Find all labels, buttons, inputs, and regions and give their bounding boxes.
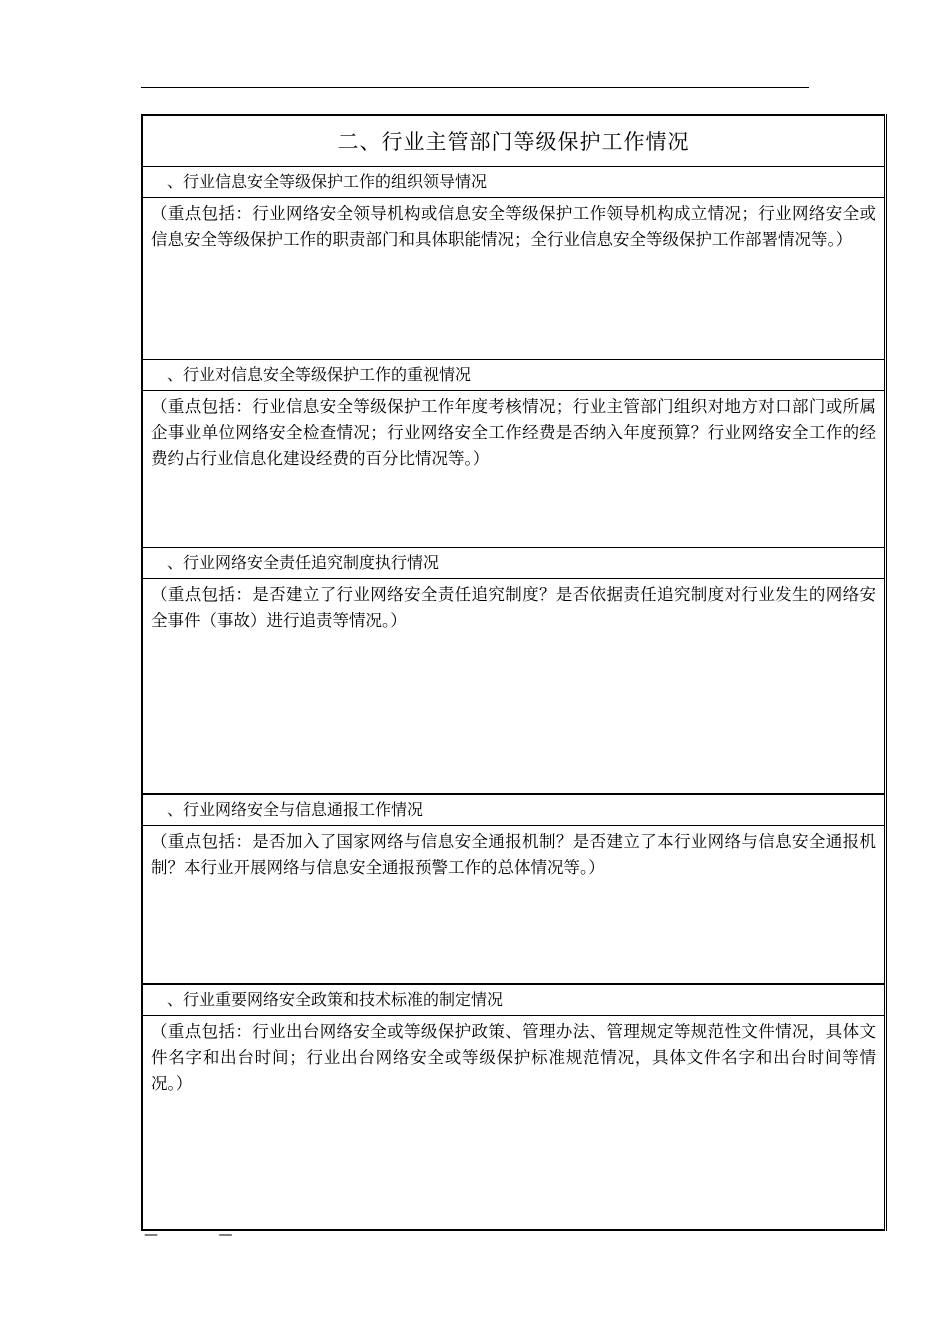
section-heading-notification: 、行业网络安全与信息通报工作情况 bbox=[142, 794, 886, 826]
section-body-notification[interactable]: （重点包括：是否加入了国家网络与信息安全通报机制？是否建立了本行业网络与信息安全通报机制？本行业开展网络与信息安全通报预警工作的总体情况等。） bbox=[142, 826, 886, 985]
section-heading-accountability: 、行业网络安全责任追究制度执行情况 bbox=[142, 548, 886, 579]
section-body-attention[interactable]: （重点包括：行业信息安全等级保护工作年度考核情况；行业主管部门组织对地方对口部门或所属企事业单位网络安全检查情况；行业网络安全工作经费是否纳入年度预算？行业网络安全工作的经费约占行业信息化建设经费的百分比情况等。） bbox=[142, 391, 886, 548]
section-heading-organization: 、行业信息安全等级保护工作的组织领导情况 bbox=[142, 167, 886, 198]
section-body-policy-standards[interactable]: （重点包括：行业出台网络安全或等级保护政策、管理办法、管理规定等规范性文件情况，具体文件名字和出台时间；行业出台网络安全或等级保护标准规范情况，具体文件名字和出台时间等情况。） bbox=[142, 1016, 886, 1231]
header-rule bbox=[141, 87, 809, 88]
section-body-accountability[interactable]: （重点包括：是否建立了行业网络安全责任追究制度？是否依据责任追究制度对行业发生的网络安全事件（事故）进行追责等情况。） bbox=[142, 579, 886, 795]
section-body-organization[interactable]: （重点包括：行业网络安全领导机构或信息安全等级保护工作领导机构成立情况；行业网络安全或信息安全等级保护工作的职责部门和具体职能情况；全行业信息安全等级保护工作部署情况等。） bbox=[142, 198, 886, 360]
section-heading-attention: 、行业对信息安全等级保护工作的重视情况 bbox=[142, 360, 886, 391]
footer-page-marks: — — bbox=[144, 1227, 261, 1243]
section-heading-policy-standards: 、行业重要网络安全政策和技术标准的制定情况 bbox=[142, 984, 886, 1016]
work-status-form bbox=[141, 114, 887, 1231]
form-title: 二、行业主管部门等级保护工作情况 bbox=[142, 115, 886, 167]
